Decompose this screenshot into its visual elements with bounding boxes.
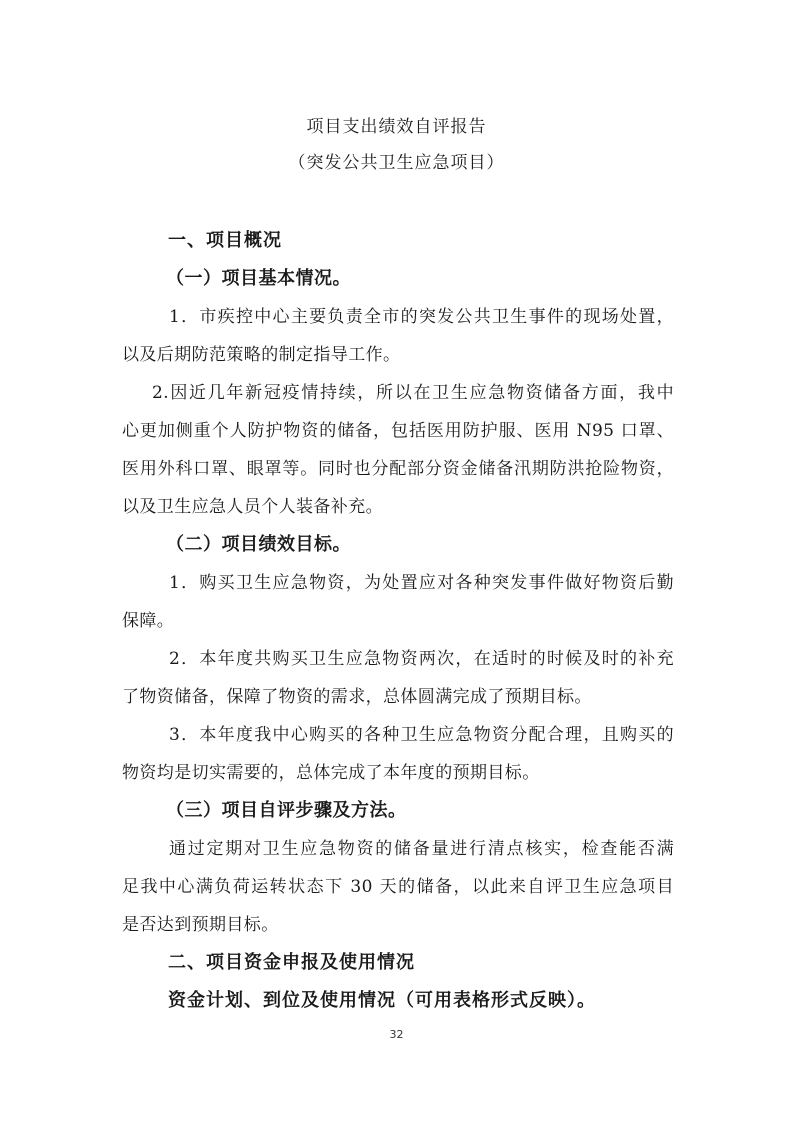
- paragraph-line: 了物资储备，保障了物资的需求，总体圆满完成了预期目标。: [122, 687, 592, 707]
- paragraph-line: 医用外科口罩、眼罩等。同时也分配部分资金储备汛期防洪抢险物资，: [122, 459, 674, 479]
- document-title: 项目支出绩效自评报告: [306, 117, 487, 137]
- paragraph-line: 通过定期对卫生应急物资的储备量进行清点核实，检查能否满: [169, 839, 674, 859]
- subsection-heading-2: （二）项目绩效目标。: [166, 534, 351, 555]
- paragraph-line: 心更加侧重个人防护物资的储备，包括医用防护服、医用 N95 口罩、: [122, 421, 674, 441]
- section-heading-1: 一、项目概况: [168, 230, 282, 251]
- paragraph-line: 2.因近几年新冠疫情持续，所以在卫生应急物资储备方面，我中: [152, 383, 674, 403]
- subsection-heading-3: （三）项目自评步骤及方法。: [166, 800, 407, 821]
- paragraph-line: 1．购买卫生应急物资，为处置应对各种突发事件做好物资后勤: [169, 573, 674, 593]
- paragraph-line: 保障。: [122, 611, 175, 631]
- paragraph-line: 2．本年度共购买卫生应急物资两次，在适时的时候及时的补充: [169, 649, 674, 669]
- paragraph-line: 物资均是切实需要的，总体完成了本年度的预期目标。: [122, 763, 540, 783]
- paragraph-line: 1．市疾控中心主要负责全市的突发公共卫生事件的现场处置，: [169, 307, 674, 327]
- paragraph-line: 是否达到预期目标。: [122, 915, 279, 935]
- section-heading-2: 二、项目资金申报及使用情况: [168, 952, 415, 973]
- document-subtitle: （突发公共卫生应急项目）: [288, 153, 505, 173]
- paragraph-line: 足我中心满负荷运转状态下 30 天的储备，以此来自评卫生应急项目: [122, 877, 674, 897]
- page-number: 32: [389, 1028, 404, 1041]
- funding-heading: 资金计划、到位及使用情况（可用表格形式反映）。: [168, 990, 596, 1011]
- paragraph-line: 以及卫生应急人员个人装备补充。: [122, 497, 383, 517]
- paragraph-line: 3．本年度我中心购买的各种卫生应急物资分配合理，且购买的: [169, 725, 674, 745]
- subsection-heading-1: （一）项目基本情况。: [166, 268, 351, 289]
- paragraph-line: 以及后期防范策略的制定指导工作。: [122, 345, 401, 365]
